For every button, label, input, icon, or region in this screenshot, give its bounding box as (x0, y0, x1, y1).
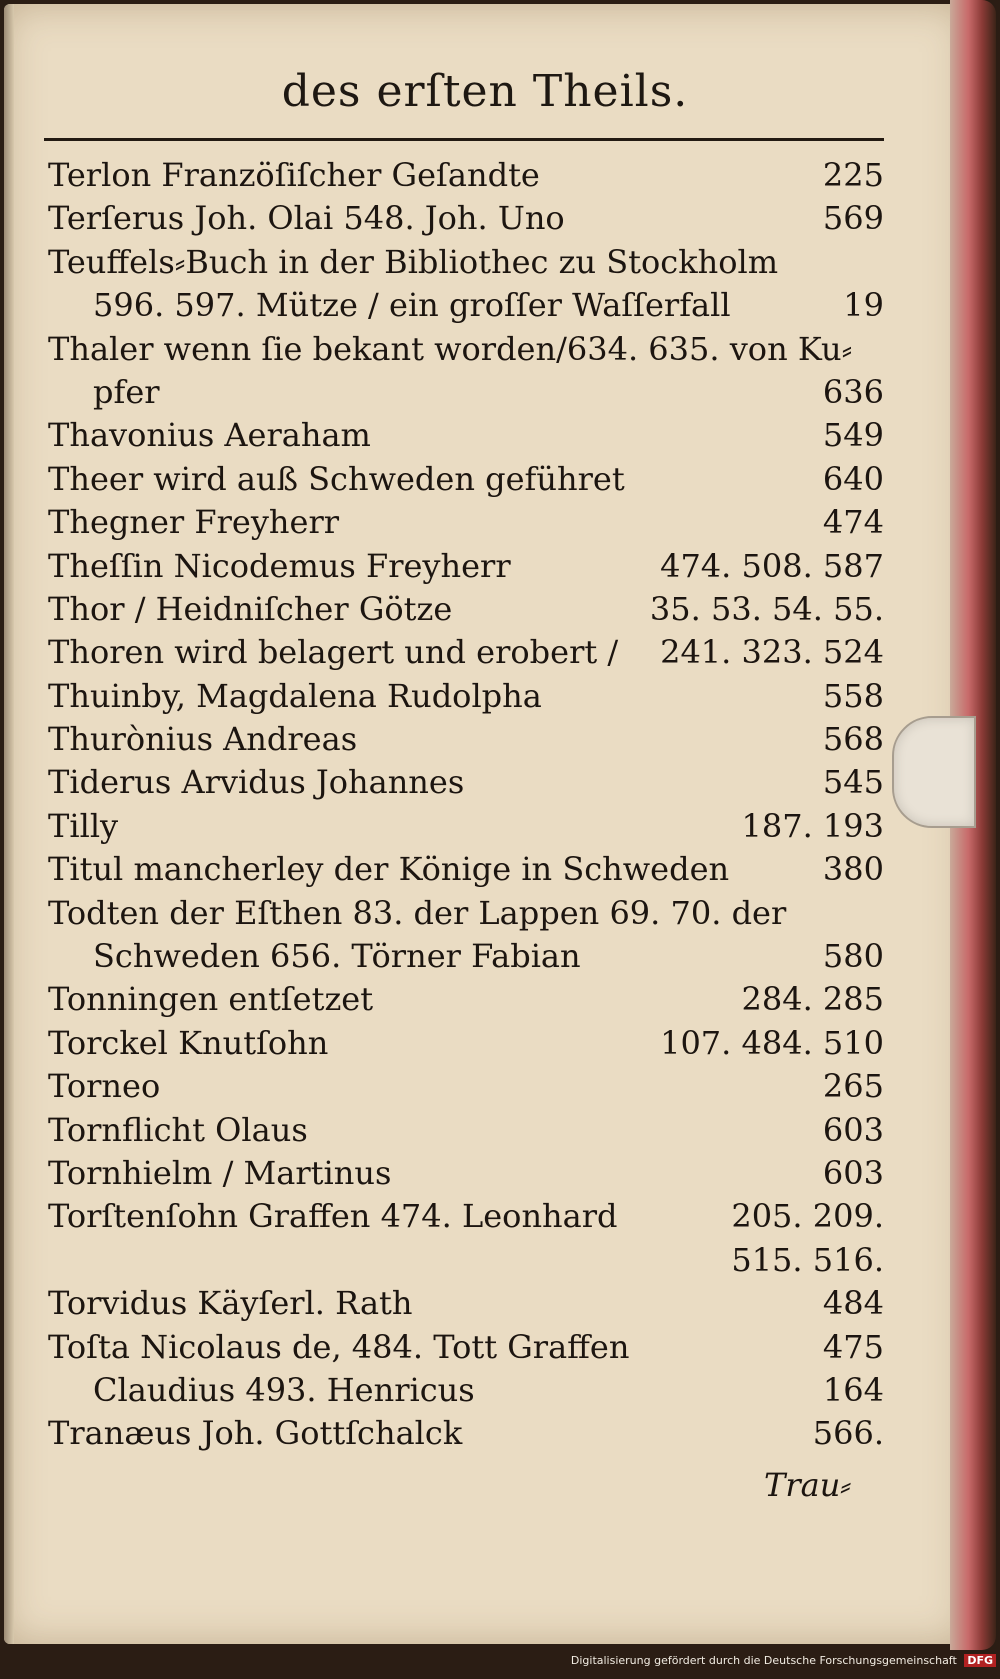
entry-page-numbers: 558 (822, 676, 884, 715)
entry-text: pfer (93, 372, 160, 411)
entry-page-numbers: 474. 508. 587 (660, 546, 884, 585)
entry-page-numbers: 284. 285 (741, 980, 884, 1019)
entry-text: Torſtenſohn Graffen 474. Leonhard (48, 1197, 618, 1236)
catchword: Trau⸗ (764, 1466, 851, 1504)
entry-page-numbers: 515. 516. (731, 1240, 884, 1279)
dfg-logo-icon: DFG (964, 1654, 996, 1667)
page-gutter-edge (4, 4, 14, 1644)
entry-text: Todten der Eſthen 83. der Lappen 69. 70. der (48, 893, 787, 932)
index-entry (48, 805, 884, 848)
entry-page-numbers: 225 (822, 156, 884, 194)
entry-page-numbers: 19 (843, 286, 884, 325)
index-entry (48, 501, 884, 544)
entry-text: Terſerus Joh. Olai 548. Joh. Uno (48, 199, 565, 238)
entry-text: Thegner Freyherr (48, 503, 340, 542)
entry-text: Thaler wenn ſie bekant worden/634. 635. von Ku⸗ (48, 329, 853, 368)
entry-page-numbers: 474 (822, 503, 884, 542)
entry-page-numbers: 545 (822, 763, 884, 802)
entry-text: Schweden 656. Törner Fabian (93, 937, 581, 976)
entry-text: Tilly (48, 806, 119, 845)
index-entry (48, 328, 884, 371)
entry-page-numbers: 241. 323. 524 (660, 633, 884, 672)
index-entry (48, 978, 884, 1021)
credit-text: Digitalisierung gefördert durch die Deutsche Forschungsgemeinschaft (570, 1654, 957, 1667)
entry-page-numbers: 475 (822, 1327, 884, 1366)
entry-page-numbers: 107. 484. 510 (660, 1023, 884, 1062)
entry-text: Tonningen entſetzet (48, 980, 374, 1019)
entry-page-numbers: 568 (822, 720, 884, 759)
index-entry (48, 371, 884, 414)
entry-text: Torvidus Käyſerl. Rath (48, 1284, 413, 1323)
index-entry (48, 1369, 884, 1412)
index-entry (48, 414, 884, 457)
entry-text: Terlon Franzöſiſcher Geſandte (48, 156, 540, 194)
index-entry (48, 718, 884, 761)
entry-text: Teuffels⸗Buch in der Bibliothec zu Stockholm (48, 242, 779, 281)
index-entry (48, 197, 884, 240)
index-entry (48, 892, 884, 935)
index-entry (48, 1195, 884, 1238)
entry-text: Thor / Heidniſcher Götze (48, 589, 453, 628)
entry-text: Tornflicht Olaus (48, 1110, 308, 1149)
index-entry (48, 1152, 884, 1195)
index-entry (48, 241, 884, 284)
index-entry (48, 675, 884, 718)
entry-page-numbers: 569 (822, 199, 884, 238)
entry-text: Tiderus Arvidus Johannes (48, 763, 465, 802)
entry-page-numbers: 640 (822, 459, 884, 498)
entry-page-numbers: 636 (822, 372, 884, 411)
entry-text: Thuinby, Magdalena Rudolpha (48, 676, 542, 715)
index-entry (48, 1412, 884, 1455)
entry-text: Thurònius Andreas (48, 720, 358, 759)
entry-page-numbers: 603 (822, 1153, 884, 1192)
entry-page-numbers: 187. 193 (741, 806, 884, 845)
digitization-credit (560, 1654, 996, 1667)
index-entry (48, 1065, 884, 1108)
entry-text: Torckel Knutſohn (48, 1023, 329, 1062)
entry-page-numbers: 265 (822, 1067, 884, 1106)
index-entry (48, 588, 884, 631)
entry-page-numbers: 549 (822, 416, 884, 455)
entry-page-numbers: 603 (822, 1110, 884, 1149)
index-entry (48, 1109, 884, 1152)
heading-rule (44, 138, 884, 141)
index-entry (48, 458, 884, 501)
index-entry (48, 284, 884, 327)
index-entry (48, 1239, 884, 1282)
entry-text: Theſſin Nicodemus Freyherr (48, 546, 511, 585)
index-entry (48, 631, 884, 674)
entry-page-numbers: 380 (822, 850, 884, 889)
entry-text: Thavonius Aeraham (48, 416, 371, 455)
entry-text: Tranæus Joh. Gottſchalck (48, 1414, 463, 1453)
index-entry (48, 154, 884, 197)
book-page (4, 4, 966, 1644)
index-entry (48, 761, 884, 804)
book-clasp (892, 716, 976, 828)
index-entry (48, 935, 884, 978)
entry-text: Tornhielm / Martinus (48, 1153, 392, 1192)
entry-page-numbers: 35. 53. 54. 55. (649, 589, 884, 628)
entry-page-numbers: 164 (822, 1370, 884, 1409)
entry-page-numbers: 205. 209. (731, 1197, 884, 1236)
entry-page-numbers: 580 (822, 937, 884, 976)
entry-text: Toſta Nicolaus de, 484. Tott Graffen (48, 1327, 630, 1366)
index-entry (48, 1326, 884, 1369)
entry-page-numbers: 566. (812, 1414, 884, 1453)
index-entry (48, 1022, 884, 1065)
index-entry-list (48, 154, 884, 1456)
index-entry (48, 848, 884, 891)
entry-text: Theer wird auß Schweden geführet (48, 459, 625, 498)
entry-text: Claudius 493. Henricus (93, 1370, 475, 1409)
page-heading: des erſten Theils. (281, 66, 689, 117)
entry-text: Thoren wird belagert und erobert / (48, 633, 619, 672)
entry-text: Torneo (48, 1067, 161, 1106)
entry-text: Titul mancherley der Könige in Schweden (48, 850, 730, 889)
index-entry (48, 545, 884, 588)
index-entry (48, 1282, 884, 1325)
entry-text: 596. 597. Mütze / ein groſſer Waſſerfall (93, 286, 731, 325)
entry-page-numbers: 484 (822, 1284, 884, 1323)
